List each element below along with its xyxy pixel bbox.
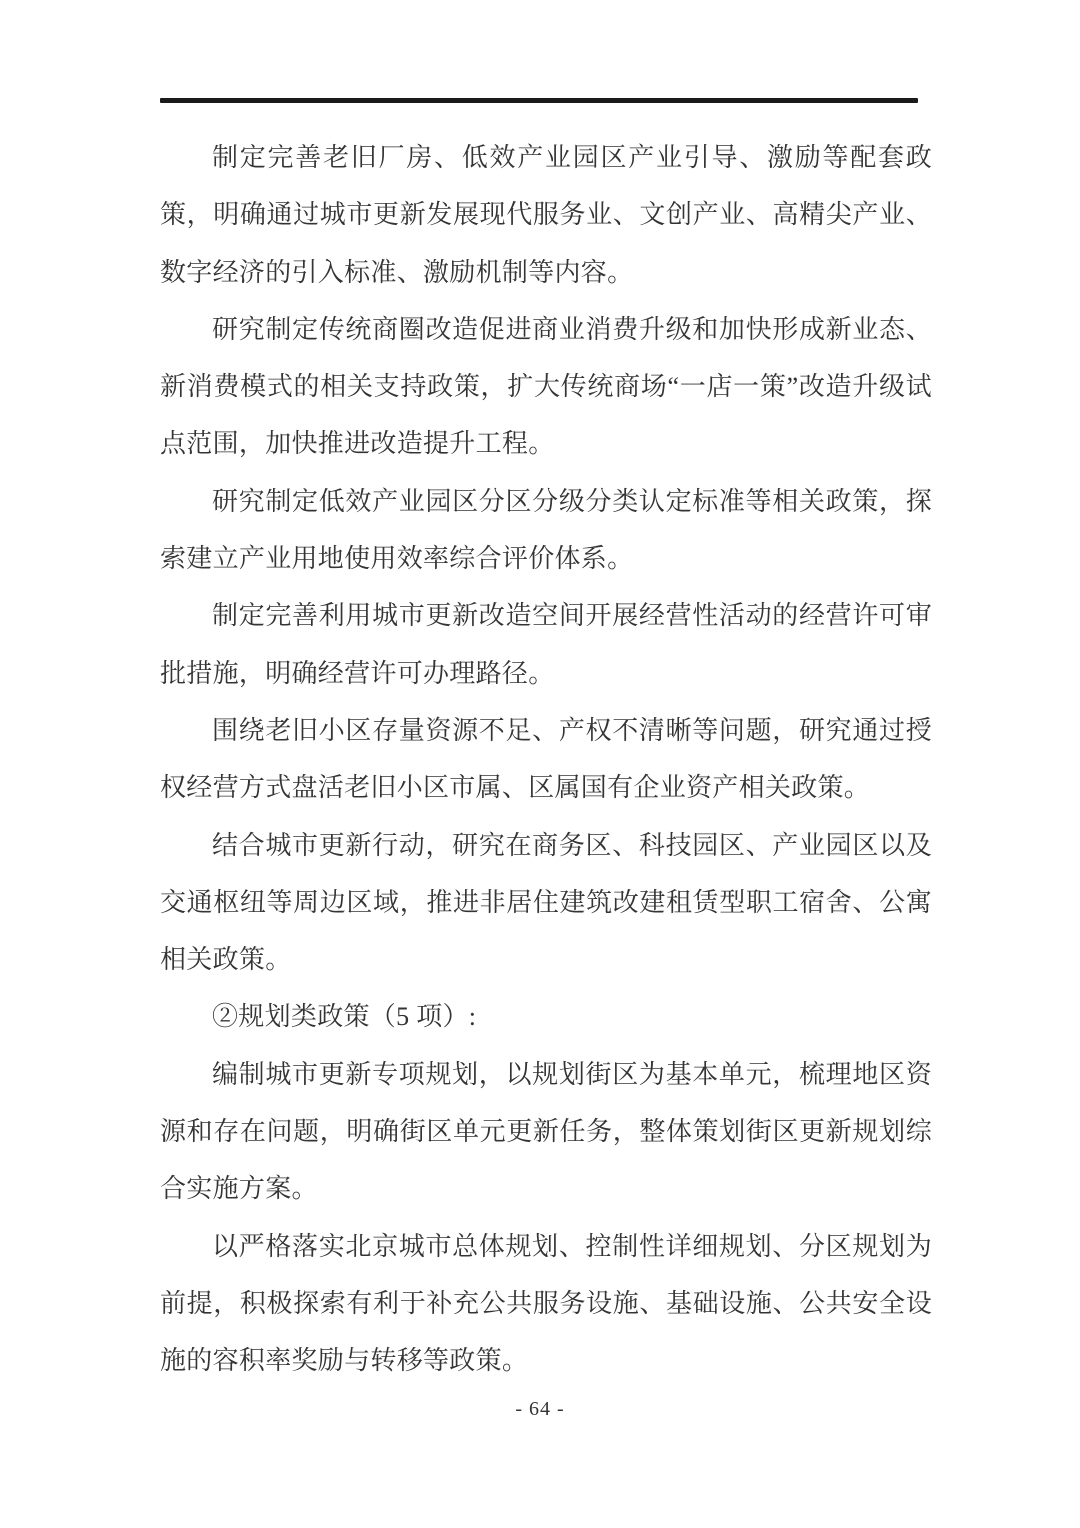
paragraph: 制定完善利用城市更新改造空间开展经营性活动的经营许可审批措施，明确经营许可办理路径。 [160,601,932,688]
paragraph: 研究制定低效产业园区分区分级分类认定标准等相关政策，探索建立产业用地使用效率综合评价体系。 [160,486,932,574]
paragraph: 以严格落实北京城市总体规划、控制性详细规划、分区规划为前提，积极探索有利于补充公共服务设施、基础设施、公共安全设施的容积率奖励与转移等政策。 [160,1231,932,1376]
paragraph: 研究制定传统商圈改造促进商业消费升级和加快形成新业态、新消费模式的相关支持政策，扩大传统商场“一店一策”改造升级试点范围，加快推进改造提升工程。 [160,314,932,459]
document-body [160,129,932,1390]
paragraph: 编制城市更新专项规划，以规划街区为基本单元，梳理地区资源和存在问题，明确街区单元更新任务，整体策划街区更新规划综合实施方案。 [160,1059,932,1204]
paragraph: 结合城市更新行动，研究在商务区、科技园区、产业园区以及交通枢纽等周边区域，推进非居住建筑改建租赁型职工宿舍、公寓相关政策。 [160,830,932,975]
page-number: - 64 - [515,1398,565,1420]
paragraph: 制定完善老旧厂房、低效产业园区产业引导、激励等配套政策，明确通过城市更新发展现代服务业、文创产业、高精尖产业、数字经济的引入标准、激励机制等内容。 [160,143,932,287]
paragraph: 围绕老旧小区存量资源不足、产权不清晰等问题，研究通过授权经营方式盘活老旧小区市属、区属国有企业资产相关政策。 [160,715,932,803]
paragraph: ②规划类政策（5 项）: [212,1002,477,1032]
header-rule-divider [160,98,918,103]
